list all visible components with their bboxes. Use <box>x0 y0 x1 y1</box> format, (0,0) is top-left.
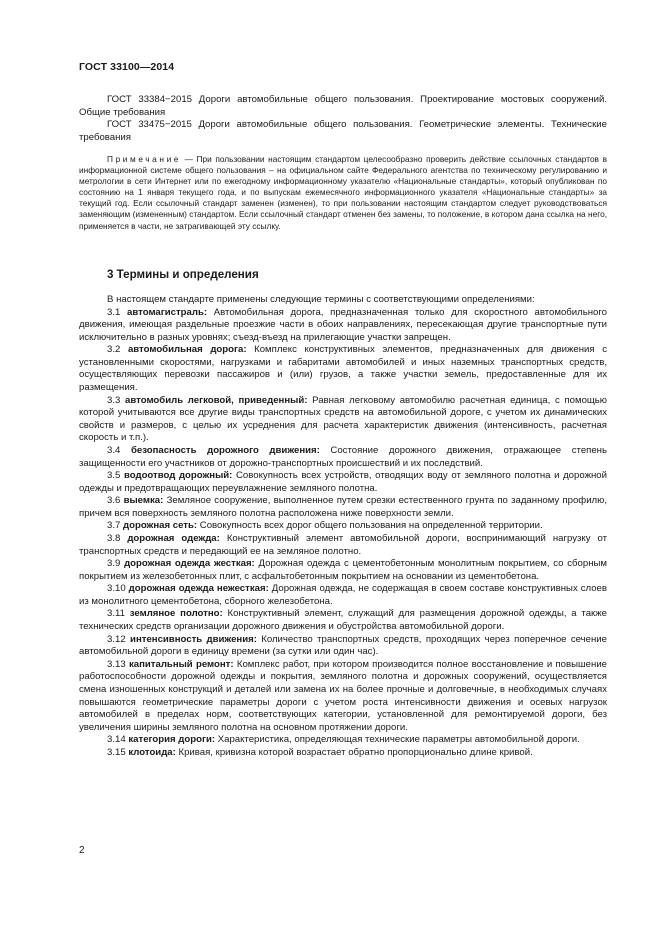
term-name: водоотвод дорожный: <box>123 470 233 482</box>
term-name: дорожная одежда нежесткая: <box>128 583 269 595</box>
term-definition <box>79 659 607 734</box>
term-number: 3.1 <box>107 306 121 318</box>
term-definition <box>79 608 607 633</box>
term-definition <box>79 344 607 394</box>
term-name: автомобиль легковой, приведенный: <box>125 394 308 406</box>
document-code-header: ГОСТ 33100—2014 <box>79 61 175 73</box>
note-text: — При пользовании настоящим стандартом целесообразно проверить действие ссылочных стандартов в информационной системе общего пользования – на официальном сайте Федерального агентства по техническому регулированию и метрологии в сети Интернет или по ежегодному информационному указателю «Национальные стандарты», который опубликован по состоянию на 1 января текущего года, и по выпускам ежемесячного информационного указателя «Национальные стандарты» за текущий год. Если ссылочный стандарт заменен (изменен), то при пользовании настоящим стандартом следует руководствоваться заменяющим (измененным) стандартом. Если ссылочный стандарт отменен без замены, то положение, в котором дана ссылка на него, применяется в части, не затрагивающей эту ссылку. <box>79 154 607 231</box>
term-definition <box>79 583 607 608</box>
term-number: 3.15 <box>107 746 126 758</box>
term-definition <box>79 395 607 445</box>
term-text: Комплекс работ, при котором производится полное восстановление и повышение работоспособности дорожной одежды и покрытия, земляного полотна и дорожных сооружений, осуществляется смена изношенных конструкций и деталей или замена их на более прочные и долговечные, в необходимых случаях повышаются геометрические параметры дороги с учетом роста интенсивности движения и осевых нагрузок автомобилей в пределах норм, соответствующих категории, установленной для ремонтируемой дороги, без увеличения ширины земляного полотна на основном протяжении дороги. <box>79 658 608 733</box>
terms-list <box>79 307 607 760</box>
term-name: автомагистраль: <box>127 306 208 318</box>
term-number: 3.12 <box>107 633 126 645</box>
term-number: 3.10 <box>107 583 126 595</box>
section-intro: В настоящем стандарте применены следующие термины с соответствующими определениями: <box>107 294 535 305</box>
term-name: клотоида: <box>128 746 176 758</box>
term-name: автомобильная дорога: <box>127 344 247 356</box>
term-definition <box>79 533 607 558</box>
term-number: 3.14 <box>107 734 126 746</box>
term-name: капитальный ремонт: <box>128 658 234 670</box>
reference-item: ГОСТ 33475−2015 Дороги автомобильные общего пользования. Геометрические элементы. Технические требования <box>79 119 607 143</box>
term-number: 3.6 <box>107 495 121 507</box>
term-definition <box>79 470 607 495</box>
term-name: выемка: <box>123 495 164 507</box>
note-paragraph <box>79 154 607 232</box>
term-number: 3.3 <box>107 394 121 406</box>
term-number: 3.11 <box>107 608 125 620</box>
term-name: дорожная одежда жесткая: <box>124 558 255 570</box>
section-title: 3 Термины и определения <box>107 268 259 281</box>
term-text: Кривая, кривизна которой возрастает обратно пропорционально длине кривой. <box>178 746 533 758</box>
term-text: Земляное сооружение, выполненное путем срезки естественного грунта по заданному профилю, причем вся поверхность земляного полотна расположена ниже поверхности земли. <box>79 495 608 519</box>
term-name: безопасность дорожного движения: <box>130 444 320 456</box>
term-definition <box>79 558 607 583</box>
term-text: Конструктивный элемент автомобильной дороги, воспринимающий нагрузку от транспортных средств и передающий ее на земляное полотно. <box>79 532 608 557</box>
term-number: 3.13 <box>107 658 126 670</box>
term-number: 3.9 <box>107 558 121 570</box>
term-definition <box>79 747 607 760</box>
term-text: Комплекс конструктивных элементов, предназначенных для движения с установленными скоростями, нагрузками и габаритами автомобилей и иных наземных транспортных средств, осуществляющих перевозки пассажиров и (или) грузов, а также участки земель, предоставленные для их размещения. <box>79 344 607 394</box>
term-name: дорожная сеть: <box>123 520 198 532</box>
reference-item: ГОСТ 33384−2015 Дороги автомобильные общего пользования. Проектирование мостовых сооружений. Общие требования <box>79 94 607 118</box>
term-text: Дорожная одежда с цементобетонным монолитным покрытием, со сборным покрытием из железобетонных плит, с асфальтобетонным покрытием на основании из цементобетона. <box>79 558 608 582</box>
term-definition <box>79 520 607 533</box>
term-name: дорожная одежда: <box>127 532 220 544</box>
term-text: Дорожная одежда, не содержащая в своем составе конструктивных слоев из монолитного цементобетона, сборного железобетона. <box>79 583 607 607</box>
term-text: Состояние дорожного движения, отражающее степень защищенности его участников от дорожно-транспортных происшествий и их последствий. <box>79 444 607 469</box>
term-number: 3.7 <box>107 520 121 532</box>
term-text: Характеристика, определяющая технические параметры автомобильной дороги. <box>217 734 580 746</box>
term-number: 3.2 <box>107 344 121 356</box>
term-text: Совокупность всех устройств, отводящих воду от земляного полотна и дорожной одежды и предотвращающих переувлажнение земляного полотна. <box>79 470 607 494</box>
term-text: Конструктивный элемент, служащий для размещения дорожной одежды, а также технических средств организации дорожного движения и обустройства автомобильной дороги. <box>79 608 607 633</box>
term-text: Равная легковому автомобилю расчетная единица, с помощью которой учитываются все другие виды транспортных средств на автомобильной дороге, с учетом их динамических свойств и размеров, с целью их усреднения для расчета характеристик движения (интенсивность, расчетная скорость и т.п.). <box>79 394 608 444</box>
term-number: 3.4 <box>107 444 121 456</box>
term-number: 3.8 <box>107 532 121 544</box>
term-text: Автомобильная дорога, предназначенная только для скоростного автомобильного движения, имеющая раздельные проезжие части в обоих направлениях, пересекающая другие транспортные пути исключительно в разных уровнях; съезд-въезд на прилегающие участки запрещен. <box>79 306 607 343</box>
note-label: Примечание <box>107 154 182 164</box>
term-definition <box>79 495 607 520</box>
term-name: земляное полотно: <box>129 608 223 620</box>
term-name: категория дороги: <box>128 734 216 746</box>
term-definition <box>79 734 607 747</box>
normative-references <box>79 94 607 144</box>
term-definition <box>79 307 607 345</box>
term-definition <box>79 445 607 470</box>
terms-section-body <box>79 294 607 759</box>
term-text: Совокупность всех дорог общего пользования на определенной территории. <box>199 520 543 532</box>
term-text: Количество транспортных средств, проходящих через поперечное сечение автомобильной дороги в единицу времени (за сутки или один час). <box>79 633 607 658</box>
page-number: 2 <box>79 845 85 856</box>
term-number: 3.5 <box>107 470 121 482</box>
term-definition <box>79 634 607 659</box>
term-name: интенсивность движения: <box>130 633 257 645</box>
